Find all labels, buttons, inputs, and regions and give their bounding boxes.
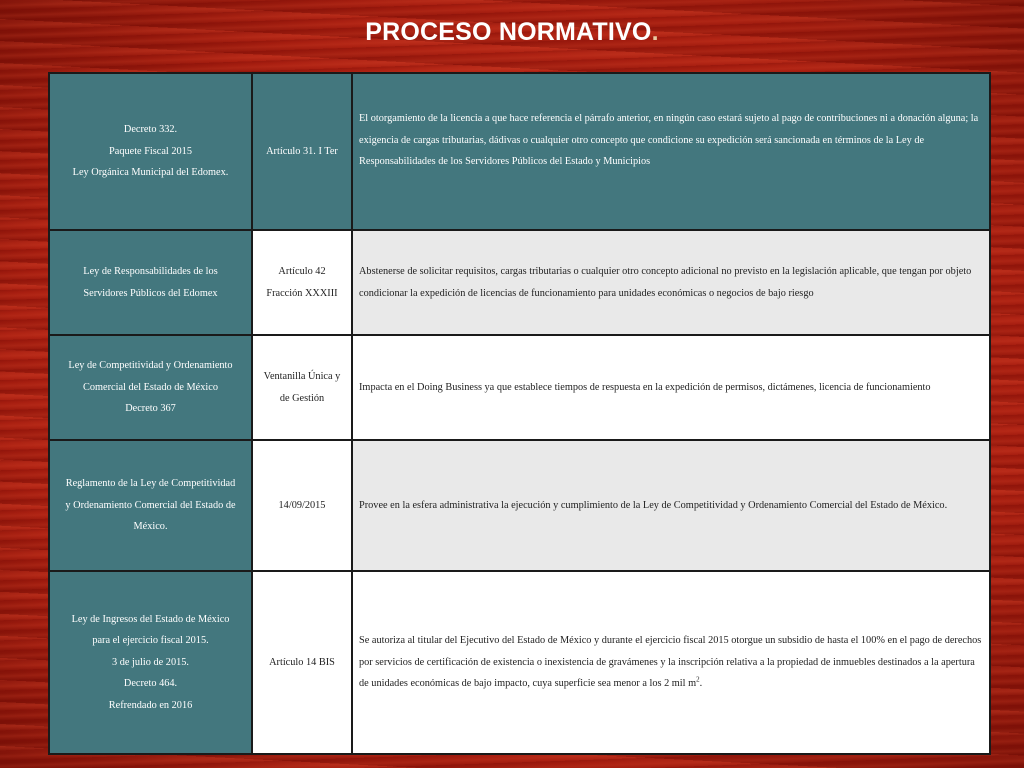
article-cell [252, 571, 352, 754]
law-line: Ley de Ingresos del Estado de México [71, 613, 230, 625]
law-line: Ley de Responsabilidades de los [83, 266, 218, 277]
law-line: Refrendado en 2016 [108, 699, 193, 711]
article-line: Artículo 14 BIS [269, 656, 335, 668]
law-cell [49, 335, 252, 440]
law-line: Decreto 332. [123, 124, 178, 136]
article-cell [252, 335, 352, 440]
article-line: Artículo 42 [278, 266, 326, 277]
law-line: México. [133, 521, 168, 533]
table-row [49, 335, 990, 440]
law-line: Reglamento de la Ley de Competitividad [65, 478, 236, 490]
law-line: Decreto 367 [125, 403, 176, 415]
law-line: Paquete Fiscal 2015 [109, 145, 192, 157]
table-row [49, 440, 990, 571]
title-punctuation: . [651, 18, 659, 46]
law-line: Ley de Competitividad y Ordenamiento [68, 360, 233, 372]
article-line: 14/09/2015 [278, 499, 326, 511]
description-text: Abstenerse de solicitar requisitos, cargas tributarias o cualquier otro concepto adicional no previsto en la legislación aplicable, que tengan por objeto condicionar la expedición de licencias de funcionamiento para unidades económicas o negocios de bajo riesgo [359, 266, 972, 299]
law-cell [49, 73, 252, 230]
law-line: 3 de julio de 2015. [112, 656, 189, 668]
article-cell [252, 230, 352, 335]
law-line: Decreto 464. [123, 678, 178, 690]
title-text: PROCESO NORMATIVO [365, 18, 652, 46]
law-cell [49, 440, 252, 571]
article-cell [252, 440, 352, 571]
law-line: para el ejercicio fiscal 2015. [92, 635, 209, 647]
description-end: . [699, 678, 703, 690]
law-line: y Ordenamiento Comercial del Estado de [65, 499, 236, 511]
article-cell [252, 73, 352, 230]
description-cell [352, 440, 990, 571]
regulation-table [48, 72, 991, 755]
table-row [49, 230, 990, 335]
description-text: Se autoriza al titular del Ejecutivo del Estado de México y durante el ejercicio fiscal 2015 otorgue un subsidio de hasta el 100% en el pago de derechos por servicios de certificación de existencia o inexistencia de gravámenes y la inscripción relativa a la propiedad de inmuebles destinados a la apertura de unidades económicas de bajo impacto, cuya superficie sea menor a los 2 mil m [359, 635, 982, 690]
table-row [49, 571, 990, 754]
article-line: Fracción XXXIII [266, 287, 338, 299]
description-cell [352, 571, 990, 754]
table-row [49, 73, 990, 230]
law-line: Servidores Públicos del Edomex [83, 287, 218, 299]
article-line: Artículo 31. I Ter [266, 145, 338, 157]
description-text: El otorgamiento de la licencia a que hace referencia el párrafo anterior, en ningún caso estará sujeto al pago de contribuciones ni a donación alguna; la exigencia de cargas tributarias, dádivas o cualquier otro concepto que condicione su expedición será sancionada en términos de la Ley de Responsabilidades de los Servidores Públicos del Estado y Municipios [359, 113, 979, 167]
law-cell [49, 230, 252, 335]
article-line: Ventanilla Única y [263, 371, 341, 382]
law-cell [49, 571, 252, 754]
description-cell [352, 73, 990, 230]
article-line: de Gestión [279, 392, 325, 404]
law-line: Ley Orgánica Municipal del Edomex. [72, 167, 229, 179]
law-line: Comercial del Estado de México [83, 381, 218, 393]
superscript-2: 2 [696, 675, 700, 684]
description-text: Provee en la esfera administrativa la ejecución y cumplimiento de la Ley de Competitividad y Ordenamiento Comercial del Estado de México. [359, 499, 948, 511]
description-cell [352, 335, 990, 440]
slide-title [0, 18, 1024, 47]
description-text: Impacta en el Doing Business ya que establece tiempos de respuesta en la expedición de permisos, dictámenes, licencia de funcionamiento [359, 381, 931, 393]
description-cell [352, 230, 990, 335]
